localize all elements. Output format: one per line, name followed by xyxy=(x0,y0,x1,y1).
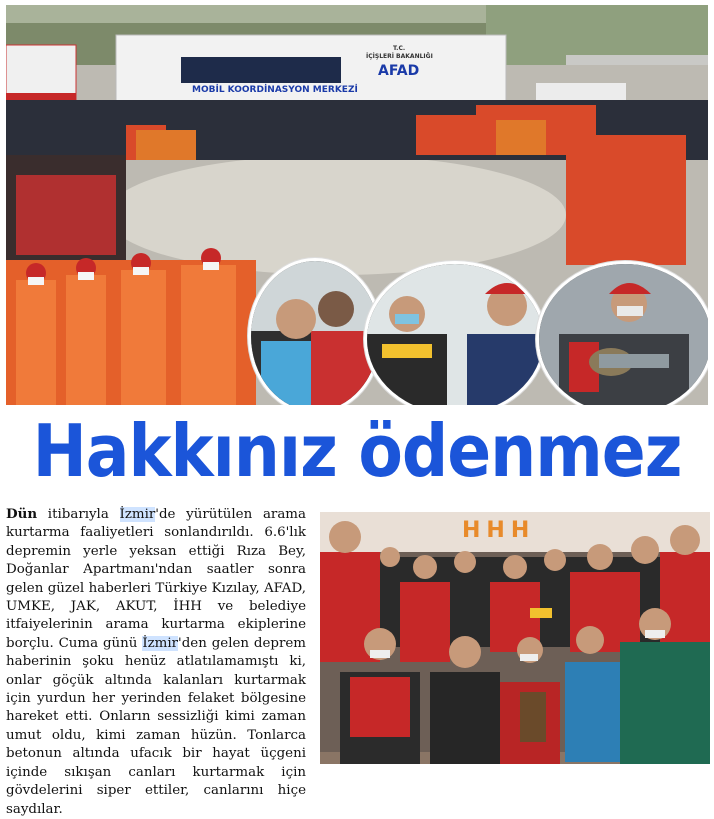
article-lead-bold: Dün xyxy=(6,506,38,522)
truck-banner-text: MOBİL KOORDİNASYON MERKEZİ xyxy=(192,85,358,95)
article-highlight-izmir-2: İzmir xyxy=(142,635,179,651)
article-text-1: itibarıyla xyxy=(37,507,120,522)
afad-logo: AFAD xyxy=(378,63,420,79)
bottom-photo xyxy=(320,512,710,764)
inset-photo-handshake xyxy=(364,261,546,405)
inset-photo-hug xyxy=(248,258,382,405)
article-highlight-izmir-1: İzmir xyxy=(119,507,156,522)
article-text-2: 'de yürütülen arama kurtarma faaliyetleri sonlandırıldı. 6.6'lık depremin yerle yeksan ettiği Rıza Bey, Doğanlar Apartmanı'ndan saatler sonra gelen güzel haberleri Türkiye Kızılay, AFAD, UMKE, JAK, AKUT, İHH ve belediye itfaiyelerinin arama kurtarma ekiplerine borçlu. Cuma günü xyxy=(6,507,306,651)
inset-photo-cat-rescue xyxy=(536,261,708,405)
top-photo xyxy=(6,5,708,405)
headline: Hakkınız ödenmez xyxy=(32,409,682,493)
article-body xyxy=(6,505,307,817)
truck-ministry-text: İÇİŞLERİ BAKANLIĞI xyxy=(366,53,433,60)
bottom-banner-text: HHH xyxy=(462,518,536,543)
truck-tc-text: T.C. xyxy=(393,45,406,52)
article-text-3: 'den gelen deprem haberinin şoku henüz atlatılamamıştı ki, onlar göçük altında kalanları kurtarmak için yurdun her yerinden felaket bölgesine hareket etti. Onların sessizliği kimi zaman umut oldu, kimi zaman hüzün. Tonlarca betonun altında ufacık bir hayat üçgeni içinde sıkışan canları kurtarmak için gövdelerini siper ettiler, canlarını hiçe saydılar. xyxy=(6,635,307,817)
